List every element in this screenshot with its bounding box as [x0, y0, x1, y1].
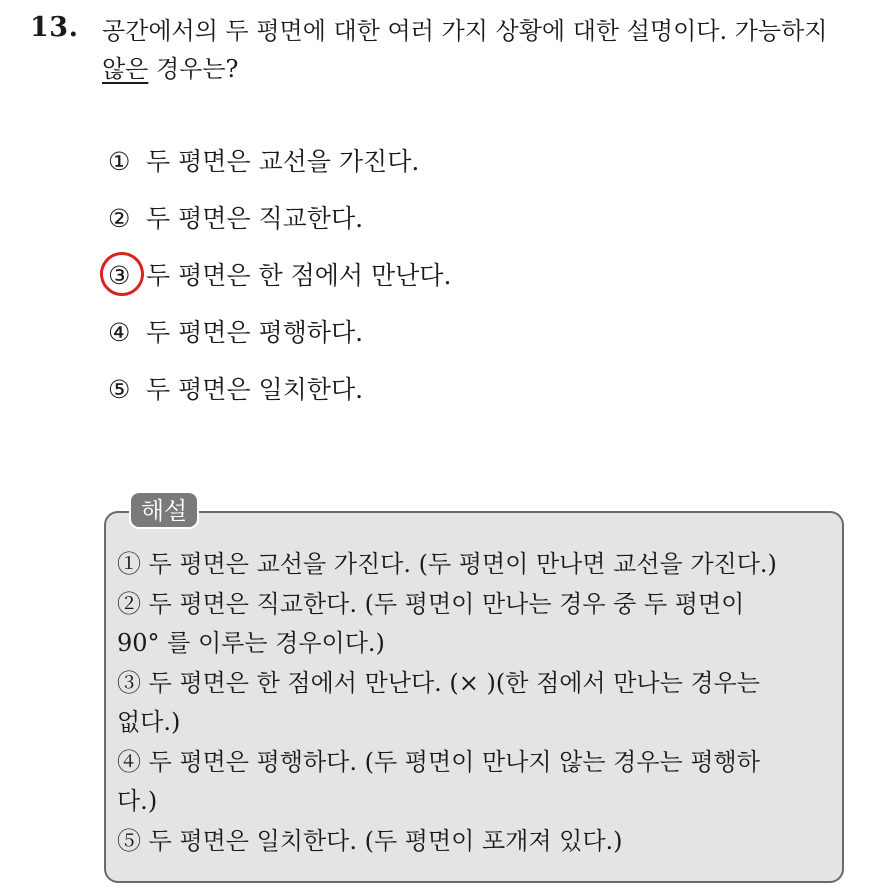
choice-2-text: 두 평면은 직교한다. — [146, 204, 364, 233]
choice-3-text: 두 평면은 한 점에서 만난다. — [146, 261, 452, 290]
choice-4-text: 두 평면은 평행하다. — [146, 318, 364, 347]
question-text-part2: 경우는? — [148, 55, 239, 83]
choice-4-number: ④ — [108, 318, 131, 347]
choice-2[interactable] — [108, 199, 451, 256]
solution-line: ② 두 평면은 직교한다. (두 평면이 만나는 경우 중 두 평면이 — [117, 589, 745, 618]
solution-line: ③ 두 평면은 한 점에서 만난다. (× )(한 점에서 만나는 경우는 — [117, 668, 760, 697]
choice-1-number: ① — [108, 147, 131, 176]
choice-3-number: ③ — [108, 261, 131, 290]
solution-line: ① 두 평면은 교선을 가진다. (두 평면이 만나면 교선을 가진다.) — [117, 550, 777, 578]
solution-line: 없다.) — [117, 708, 181, 736]
solution-line: ④ 두 평면은 평행하다. (두 평면이 만나지 않는 경우는 평행하 — [117, 747, 760, 776]
question-number: 13. — [30, 12, 79, 43]
solution-line: ⑤ 두 평면은 일치한다. (두 평면이 포개져 있다.) — [117, 826, 623, 855]
choice-5-number: ⑤ — [108, 375, 131, 404]
choice-5[interactable] — [108, 370, 451, 427]
question-text — [102, 12, 872, 88]
question-underlined-word: 않은 — [102, 55, 149, 83]
choice-list — [108, 142, 451, 427]
solution-label: 해설 — [129, 491, 199, 529]
solution-line: 다.) — [117, 787, 158, 815]
question-text-part1: 공간에서의 두 평면에 대한 여러 가지 상황에 대한 설명이다. 가능하지 — [102, 17, 828, 45]
choice-3[interactable] — [108, 256, 451, 313]
solution-body — [117, 545, 829, 861]
choice-1[interactable] — [108, 142, 451, 199]
solution-line: 90° 를 이루는 경우이다.) — [117, 629, 385, 657]
choice-2-number: ② — [108, 204, 131, 233]
choice-5-text: 두 평면은 일치한다. — [146, 375, 364, 404]
choice-1-text: 두 평면은 교선을 가진다. — [146, 147, 420, 176]
choice-4[interactable] — [108, 313, 451, 370]
